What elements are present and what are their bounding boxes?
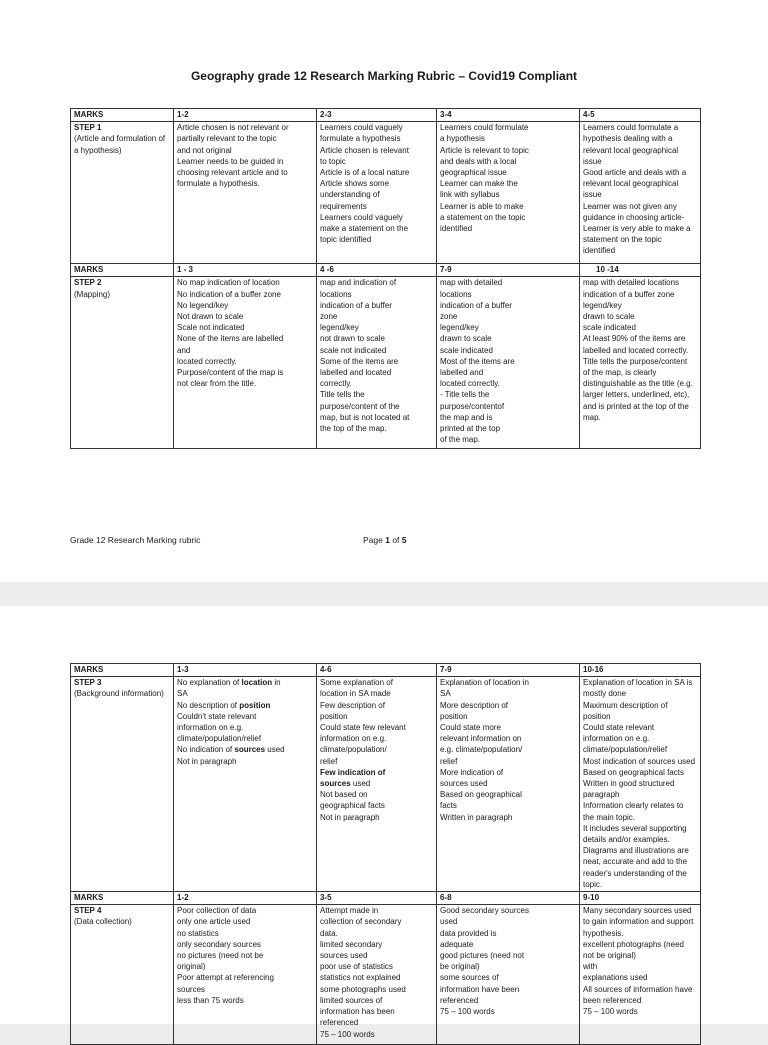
criteria-line: of the map, is clearly [583,368,657,378]
criteria-line: zone [320,312,338,322]
criteria-line: formulate a hypothesis. [177,179,260,189]
criteria-line: Good article and deals with a [583,168,687,178]
criteria-line: locations [440,289,472,299]
criteria-line: topic identified [320,235,372,245]
criteria-line: Not based on [320,790,368,800]
criteria-line: Article is of a local nature [320,168,410,178]
footer-page-number: Page 1 of 5 [363,535,407,545]
step-label-cell [71,122,174,264]
criteria-line: No explanation of location in [177,678,281,688]
criteria-line: not be original) [583,951,636,961]
criteria-line: only secondary sources [177,939,262,949]
step-description: (Data collection) [74,917,132,927]
marks-range: 7-9 [437,264,580,277]
criteria-line: 75 – 100 words [320,1029,375,1039]
criteria-line: Could state relevant [583,723,655,733]
criteria-line: relief [440,756,458,766]
criteria-line: and [177,345,191,355]
criteria-line: position [583,711,611,721]
criteria-line: Learner can make the [440,179,518,189]
criteria-line: Title tells the [320,390,365,400]
criteria-line: Learner was not given any [583,201,677,211]
criteria-line: information on e.g. [583,734,650,744]
criteria-line: to gain information and support [583,917,694,927]
criteria-line: Article chosen is not relevant or [177,123,289,133]
criteria-line: Diagrams and illustrations are [583,846,689,856]
criteria-line: a statement on the topic [440,212,526,222]
criteria-line: Learners could vaguely [320,123,403,133]
criteria-line: None of the items are labelled [177,334,284,344]
criteria-line: of the map. [440,435,481,445]
criteria-line: Information clearly relates to [583,801,684,811]
step-title: STEP 4 [74,906,102,916]
criteria-line: geographical issue [440,168,507,178]
criteria-line: Title tells the purpose/content [583,356,688,366]
criteria-line: used [440,917,458,927]
criteria-line: climate/population/relief [177,734,262,744]
criteria-line: scale indicated [583,323,636,333]
criteria-line: correctly. [320,379,352,389]
criteria-line: Some of the items are [320,356,399,366]
criteria-line: purpose/content of the [320,401,400,411]
criteria-line: to topic [320,156,346,166]
criteria-line: information have been [440,984,520,994]
criteria-line: Scale not indicated [177,323,245,333]
criteria-line: neat, accurate and add to the [583,857,688,867]
criteria-line: - Title tells the [440,390,490,400]
criteria-line: make a statement on the [320,224,409,234]
criteria-line: distinguishable as the title (e.g. [583,379,693,389]
criteria-cell [437,677,580,892]
step-description: (Mapping) [74,289,111,299]
criteria-line: zone [440,312,458,322]
criteria-cell [580,277,701,449]
marks-label: MARKS [71,264,174,277]
criteria-line: Could state more [440,723,501,733]
criteria-line: hypothesis. [583,928,624,938]
criteria-line: Could state few relevant [320,723,406,733]
criteria-line: sources used [440,779,488,789]
marks-range: 1 - 3 [174,264,317,277]
marks-label: MARKS [71,892,174,905]
marks-label: MARKS [71,109,174,122]
criteria-cell [174,277,317,449]
criteria-line: map. [583,412,601,422]
criteria-line: Some explanation of [320,678,393,688]
criteria-line: referenced [320,1018,359,1028]
criteria-line: less than 75 words [177,995,244,1005]
step1-row [71,122,701,264]
criteria-line: not clear from the title. [177,379,257,389]
criteria-line: Not in paragraph [177,756,237,766]
criteria-line: Most indication of sources used [583,756,696,766]
step-description: (Article and formulation of a hypothesis) [74,134,166,155]
criteria-line: Poor attempt at referencing [177,973,274,983]
criteria-line: legend/key [583,300,622,310]
criteria-line: geographical facts [320,801,385,811]
criteria-line: It includes several supporting [583,823,687,833]
criteria-line: topic. [583,879,603,889]
criteria-line: All sources of information have [583,984,693,994]
step-description: (Background information) [74,689,164,699]
criteria-line: identified [440,224,473,234]
criteria-line: explanations used [583,973,648,983]
criteria-line: Article is relevant to topic [440,145,529,155]
criteria-cell [317,277,437,449]
criteria-line: located correctly. [177,356,237,366]
criteria-line: Learner needs to be guided in [177,156,284,166]
criteria-line: indication of a buffer [440,300,512,310]
marks-range: 4-5 [580,109,701,122]
criteria-line: information has been [320,1007,395,1017]
criteria-line: Article chosen is relevant [320,145,409,155]
step3-row [71,677,701,892]
criteria-cell [580,677,701,892]
marks-header-row-step3 [71,664,701,677]
marks-range: 1-3 [174,664,317,677]
criteria-line: mostly done [583,689,627,699]
criteria-line: a hypothesis [440,134,485,144]
criteria-line: Based on geographical facts [583,767,684,777]
criteria-line: map and indication of [320,278,397,288]
criteria-line: no statistics [177,928,219,938]
criteria-line: and not original [177,145,232,155]
criteria-line: Learner is very able to make a [583,224,691,234]
marks-range: 1-2 [174,109,317,122]
criteria-line: Couldn't state relevant [177,711,257,721]
criteria-line: and deals with a local [440,156,517,166]
criteria-line: issue [583,156,602,166]
criteria-line: relief [320,756,338,766]
criteria-line: hypothesis dealing with a [583,134,673,144]
criteria-cell [437,122,580,264]
criteria-line: and is printed at the top of the [583,401,689,411]
criteria-line: Not drawn to scale [177,312,244,322]
criteria-line: Good secondary sources [440,906,529,916]
criteria-line: sources used [320,779,371,789]
criteria-line: with [583,962,598,972]
criteria-line: the main topic. [583,812,636,822]
step-title: STEP 2 [74,278,102,288]
criteria-line: Purpose/content of the map is [177,368,284,378]
step2-row [71,277,701,449]
criteria-line: Learners could formulate [440,123,529,133]
criteria-line: choosing relevant article and to [177,168,288,178]
criteria-line: sources [177,984,206,994]
criteria-line: scale indicated [440,345,493,355]
criteria-line: Learners could formulate a [583,123,679,133]
criteria-line: original) [177,962,206,972]
criteria-line: labelled and located [320,368,392,378]
criteria-line: statement on the topic [583,235,662,245]
criteria-line: map with detailed [440,278,503,288]
criteria-line: details and/or examples. [583,835,670,845]
criteria-line: partially relevant to the topic [177,134,277,144]
marks-range: 3-4 [437,109,580,122]
step-title: STEP 3 [74,678,102,688]
criteria-line: reader's understanding of the [583,868,687,878]
criteria-line: At least 90% of the items are [583,334,686,344]
criteria-line: legend/key [440,323,479,333]
criteria-line: good pictures (need not [440,951,525,961]
criteria-line: guidance in choosing article- [583,212,685,222]
criteria-line: limited secondary [320,939,383,949]
criteria-line: No indication of a buffer zone [177,289,281,299]
criteria-line: More indication of [440,767,504,777]
criteria-line: information on e.g. [177,723,244,733]
criteria-line: Learners could vaguely [320,212,403,222]
criteria-line: requirements [320,201,367,211]
criteria-line: not drawn to scale [320,334,385,344]
criteria-line: data provided is [440,928,497,938]
criteria-line: scale not indicated [320,345,387,355]
criteria-cell [317,677,437,892]
criteria-line: be original) [440,962,480,972]
criteria-line: understanding of [320,190,380,200]
criteria-line: More description of [440,700,509,710]
criteria-line: Written in good structured [583,779,675,789]
marks-range: 4-6 [317,664,437,677]
criteria-line: labelled and located correctly. [583,345,689,355]
criteria-line: Poor collection of data [177,906,257,916]
criteria-line: poor use of statistics [320,962,393,972]
criteria-line: purpose/contentof [440,401,505,411]
criteria-line: identified [583,246,616,256]
criteria-line: Not in paragraph [320,812,380,822]
criteria-line: position [320,711,348,721]
marks-header-row-step4 [71,892,701,905]
criteria-line: data. [320,928,338,938]
criteria-line: Explanation of location in SA is [583,678,693,688]
marks-range: 9-10 [580,892,701,905]
footer-document-name: Grade 12 Research Marking rubric [70,535,201,545]
criteria-line: sources used [320,951,368,961]
criteria-line: Written in paragraph [440,812,513,822]
criteria-cell [174,122,317,264]
criteria-line: locations [320,289,352,299]
criteria-line: larger letters, underlined, etc), [583,390,690,400]
criteria-cell [174,677,317,892]
document-title: Geography grade 12 Research Marking Rubric – Covid19 Compliant [190,69,578,83]
criteria-line: Attempt made in [320,906,379,916]
criteria-line: No map indication of location [177,278,280,288]
step-title: STEP 1 [74,123,102,133]
criteria-line: statistics not explained [320,973,401,983]
criteria-line: climate/population/relief [583,745,668,755]
marks-range: 10 -14 [580,264,701,277]
marks-range: 7-9 [437,664,580,677]
criteria-line: map with detailed locations [583,278,680,288]
criteria-line: map, but is not located at [320,412,410,422]
criteria-line: Learner is able to make [440,201,524,211]
marks-range: 2-3 [317,109,437,122]
criteria-line: SA [177,689,188,699]
criteria-line: indication of a buffer [320,300,392,310]
criteria-line: located correctly. [440,379,500,389]
criteria-line: legend/key [320,323,359,333]
criteria-cell [317,122,437,264]
criteria-line: SA [440,689,451,699]
criteria-line: excellent photographs (need [583,939,684,949]
criteria-line: No indication of sources used [177,745,285,755]
criteria-cell [580,122,701,264]
criteria-line: Explanation of location in [440,678,529,688]
criteria-line: printed at the top [440,424,501,434]
criteria-line: Maximum description of [583,700,668,710]
marks-header-row-step1 [71,109,701,122]
marks-header-row-step2 [71,264,701,277]
criteria-line: been referenced [583,995,642,1005]
criteria-line: position [440,711,468,721]
criteria-line: No legend/key [177,300,229,310]
criteria-line: e.g. climate/population/ [440,745,523,755]
criteria-line: labelled and [440,368,484,378]
criteria-line: no pictures (need not be [177,951,264,961]
criteria-line: climate/population/ [320,745,387,755]
criteria-line: Most of the items are [440,356,515,366]
criteria-line: No description of position [177,700,271,710]
step-label-cell [71,677,174,892]
criteria-line: location in SA made [320,689,391,699]
criteria-line: 75 – 100 words [440,1007,495,1017]
marks-range: 6-8 [437,892,580,905]
criteria-line: drawn to scale [583,312,635,322]
criteria-line: relevant information on [440,734,522,744]
criteria-line: limited sources of [320,995,383,1005]
criteria-line: relevant local geographical [583,179,679,189]
criteria-line: adequate [440,939,474,949]
criteria-line: the top of the map. [320,424,387,434]
criteria-line: Article shows some [320,179,389,189]
criteria-line: referenced [440,995,479,1005]
criteria-cell [437,277,580,449]
criteria-line: paragraph [583,790,620,800]
criteria-line: drawn to scale [440,334,492,344]
criteria-line: Based on geographical [440,790,522,800]
criteria-line: formulate a hypothesis [320,134,401,144]
criteria-line: some sources of [440,973,499,983]
criteria-line: the map and is [440,412,493,422]
rubric-table-steps-1-2 [70,108,701,449]
step-label-cell [71,277,174,449]
marks-label: MARKS [71,664,174,677]
criteria-line: collection of secondary [320,917,402,927]
criteria-line: Few indication of [320,767,386,777]
marks-range: 3-5 [317,892,437,905]
criteria-line: relevant local geographical [583,145,679,155]
criteria-line: indication of a buffer zone [583,289,675,299]
criteria-line: information on e.g. [320,734,387,744]
criteria-line: link with syllabus [440,190,500,200]
criteria-line: 75 – 100 words [583,1007,638,1017]
marks-range: 1-2 [174,892,317,905]
criteria-line: Many secondary sources used [583,906,692,916]
rubric-table-steps-3-4 [70,663,701,1045]
criteria-line: only one article used [177,917,251,927]
criteria-line: some photographs used [320,984,406,994]
criteria-line: Few description of [320,700,385,710]
marks-range: 10-16 [580,664,701,677]
criteria-line: issue [583,190,602,200]
criteria-line: facts [440,801,457,811]
marks-range: 4 -6 [317,264,437,277]
